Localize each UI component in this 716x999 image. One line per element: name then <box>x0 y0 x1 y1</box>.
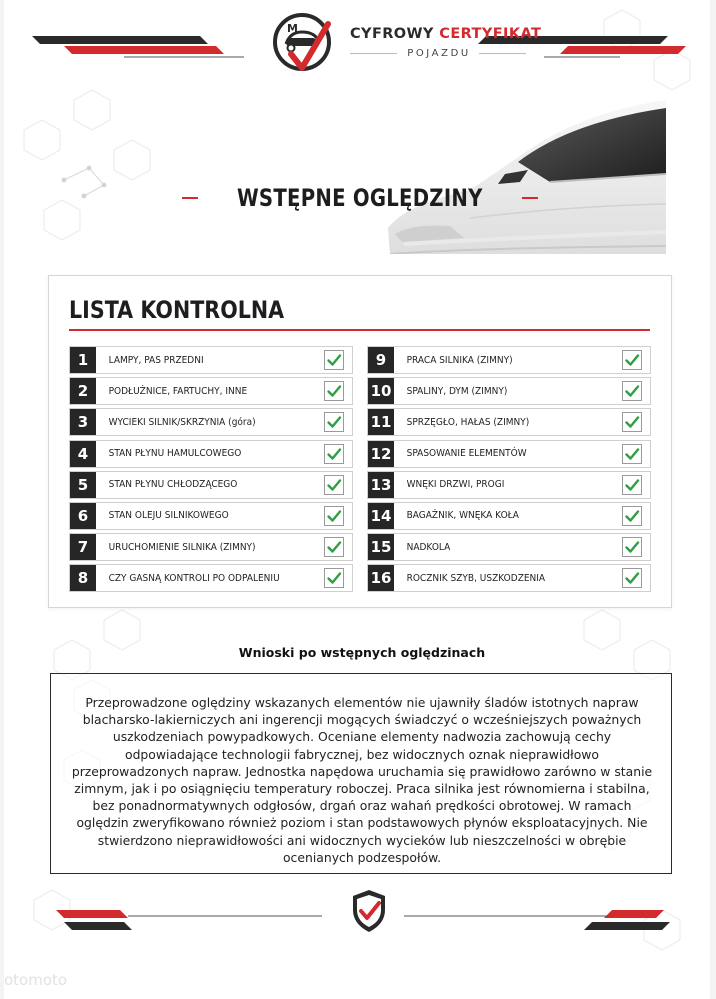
divider <box>350 53 397 54</box>
page-title: WSTĘPNE OGLĘDZINY <box>237 184 483 212</box>
checklist-item-number: 3 <box>70 409 96 435</box>
brand-word-1: CYFROWY <box>350 26 434 42</box>
title-line-right <box>522 197 538 199</box>
checklist-card <box>48 275 672 608</box>
checklist-item-number: 12 <box>368 441 394 467</box>
checkmark-icon <box>326 352 342 368</box>
divider <box>479 53 526 54</box>
checkbox[interactable] <box>324 444 344 464</box>
car-shield-check-logo <box>272 10 334 76</box>
checklist-row <box>69 471 353 499</box>
certificate-page <box>4 0 710 999</box>
checkbox[interactable] <box>622 475 642 495</box>
checklist-item-number: 7 <box>70 534 96 560</box>
checklist-item-label: WNĘKI DRZWI, PROGI <box>406 479 505 491</box>
checklist-row <box>367 440 651 468</box>
checkbox[interactable] <box>324 350 344 370</box>
checkmark-icon <box>624 414 640 430</box>
checklist-row <box>367 377 651 405</box>
checklist-item-number: 4 <box>70 441 96 467</box>
checklist-row <box>69 502 353 530</box>
checklist-item-label: LAMPY, PAS PRZEDNI <box>108 354 204 366</box>
checkbox[interactable] <box>622 506 642 526</box>
checklist-item-number: 6 <box>70 503 96 529</box>
title-banner <box>50 78 666 254</box>
checklist-title: LISTA KONTROLNA <box>69 296 285 324</box>
checklist-column-left <box>69 346 353 596</box>
checklist-row <box>367 564 651 592</box>
checklist-item-number: 15 <box>368 534 394 560</box>
checklist-item-label: NADKOLA <box>406 541 451 553</box>
checklist-item-number: 11 <box>368 409 394 435</box>
shield-check-icon <box>350 888 388 934</box>
checklist-item-label: SPRZĘGŁO, HAŁAS (ZIMNY) <box>406 416 530 428</box>
checkbox[interactable] <box>622 381 642 401</box>
checklist-title-rule <box>69 329 650 331</box>
checkbox[interactable] <box>622 350 642 370</box>
checkbox[interactable] <box>622 444 642 464</box>
checkmark-icon <box>624 570 640 586</box>
svg-text:M: M <box>287 22 298 35</box>
checklist-item-number: 2 <box>70 378 96 404</box>
checklist-item-number: 1 <box>70 347 96 373</box>
checklist-item-label: BAGAŻNIK, WNĘKA KOŁA <box>406 510 519 522</box>
checklist-item-label: PODŁUŻNICE, FARTUCHY, INNE <box>108 385 248 397</box>
checkmark-icon <box>326 383 342 399</box>
car-image <box>50 78 666 254</box>
checklist-item-number: 5 <box>70 472 96 498</box>
checklist-item-number: 13 <box>368 472 394 498</box>
checklist-row <box>69 533 353 561</box>
checkmark-icon <box>326 446 342 462</box>
checklist-item-label: STAN PŁYNU CHŁODZĄCEGO <box>108 479 238 491</box>
checklist-row <box>69 346 353 374</box>
checklist-row <box>69 440 353 468</box>
checklist-item-number: 8 <box>70 565 96 591</box>
checklist-row <box>367 408 651 436</box>
brand-name <box>350 26 541 42</box>
checkmark-icon <box>624 383 640 399</box>
checklist-item-label: CZY GASNĄ KONTROLI PO ODPALENIU <box>108 572 280 584</box>
checkbox[interactable] <box>324 381 344 401</box>
watermark: otomoto <box>4 971 68 989</box>
checklist-item-label: STAN PŁYNU HAMULCOWEGO <box>108 448 242 460</box>
checklist-row <box>367 533 651 561</box>
checklist-item-label: STAN OLEJU SILNIKOWEGO <box>108 510 229 522</box>
conclusions-box <box>50 673 672 874</box>
checkmark-icon <box>624 539 640 555</box>
checkmark-icon <box>326 477 342 493</box>
checkbox[interactable] <box>324 475 344 495</box>
banner-title-wrap <box>182 178 538 218</box>
header <box>4 0 710 78</box>
checkbox[interactable] <box>324 412 344 432</box>
checkbox[interactable] <box>622 568 642 588</box>
checkbox[interactable] <box>324 537 344 557</box>
brand-subtitle <box>350 46 526 60</box>
checklist-item-label: WYCIEKI SILNIK/SKRZYNIA (góra) <box>108 416 256 428</box>
checklist-item-number: 9 <box>368 347 394 373</box>
checkmark-icon <box>624 508 640 524</box>
checkmark-icon <box>326 414 342 430</box>
conclusions-title: Wnioski po wstępnych oględzinach <box>238 645 486 660</box>
checkbox[interactable] <box>324 568 344 588</box>
checklist-row <box>69 408 353 436</box>
checkmark-icon <box>326 539 342 555</box>
checklist-row <box>69 377 353 405</box>
conclusions-text: Przeprowadzone oględziny wskazanych elementów nie ujawniły śladów istotnych napraw blacharsko-lakierniczych ani ingerencji mogących świadczyć o wcześniejszych poważnych uszkodzeniach powypadkowych. Oceniane elementy nadwozia zachowują cechy odpowiadające technologii fabrycznej, bez widocznych oznak nieprawidłowo przeprowadzonych napraw. Jednostka napędowa uruchamia się prawidłowo zarówno w stanie zimnym, jak i po osiągnięciu temperatury roboczej. Praca silnika jest równomierna i stabilna, bez ponadnormatywnych odgłosów, drgań oraz wahań prędkości obrotowej. W ramach oględzin zweryfikowano również poziom i stan podstawowych płynów eksploatacyjnych. Nie stwierdzono nieprawidłowości ani widocznych wycieków lub nieszczelności w obrębie ocenianych podzespołów. <box>71 695 653 865</box>
checkmark-icon <box>326 570 342 586</box>
checklist-column-right <box>367 346 651 596</box>
checkbox[interactable] <box>324 506 344 526</box>
checklist-item-label: SPALINY, DYM (ZIMNY) <box>406 385 508 397</box>
checkmark-icon <box>326 508 342 524</box>
checklist-row <box>367 502 651 530</box>
checklist-item-label: PRACA SILNIKA (ZIMNY) <box>406 354 513 366</box>
checklist-row <box>367 471 651 499</box>
checkmark-icon <box>624 446 640 462</box>
brand-word-2: CERTYFIKAT <box>439 26 542 42</box>
checkbox[interactable] <box>622 412 642 432</box>
footer <box>4 880 710 999</box>
brand-sub-label: POJAZDU <box>407 47 471 59</box>
checklist-item-label: ROCZNIK SZYB, USZKODZENIA <box>406 572 546 584</box>
checklist-item-label: SPASOWANIE ELEMENTÓW <box>406 448 527 460</box>
checkmark-icon <box>624 477 640 493</box>
title-line-left <box>182 197 198 199</box>
checklist-item-number: 16 <box>368 565 394 591</box>
checkmark-icon <box>624 352 640 368</box>
checklist-item-number: 10 <box>368 378 394 404</box>
checklist-item-number: 14 <box>368 503 394 529</box>
checklist-item-label: URUCHOMIENIE SILNIKA (ZIMNY) <box>108 541 256 553</box>
checklist-row <box>69 564 353 592</box>
checklist-row <box>367 346 651 374</box>
checkbox[interactable] <box>622 537 642 557</box>
